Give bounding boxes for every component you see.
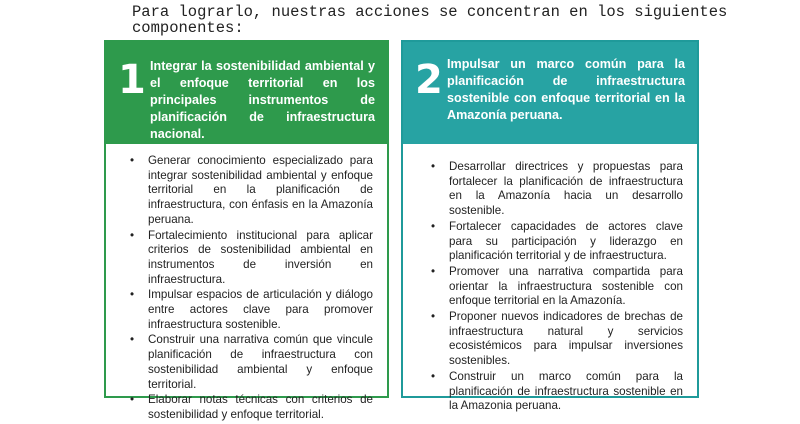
list-item: • Promover una narrativa compartida para orientar la infraestructura sostenible con enfoque territorial en la Amazonía. (449, 265, 683, 309)
list-item: • Fortalecimiento institucional para aplicar criterios de sostenibilidad ambiental en instrumentos de inversión en infraestructura. (148, 229, 373, 288)
list-item: • Elaborar notas técnicas con criterios de sostenibilidad y enfoque territorial. (148, 393, 373, 422)
component-list-1 (106, 154, 387, 424)
component-number-2: 2 (415, 57, 443, 103)
list-item: • Proponer nuevos indicadores de brechas de infraestructura natural y servicios ecosistémicos para impulsar inversiones sostenibles. (449, 310, 683, 369)
component-card-1 (104, 40, 389, 421)
component-header-1 (106, 42, 387, 144)
list-item: • Fortalecer capacidades de actores clave para su participación y liderazgo en planificación territorial y de infraestructura. (449, 220, 683, 264)
list-item: • Desarrollar directrices y propuestas para fortalecer la planificación de infraestructura en la Amazonía hacia un desarrollo sostenible. (449, 160, 683, 219)
component-title-1: Integrar la sostenibilidad ambiental y el enfoque territorial en los principales instrumentos de planificación de infraestructura nacional. (150, 59, 375, 141)
component-title-2: Impulsar un marco común para la planificación de infraestructura sostenible con enfoque territorial en la Amazonía peruana. (447, 57, 685, 122)
list-item: • Construir una narrativa común que vincule planificación de infraestructura con sostenibilidad ambiental y enfoque territorial. (148, 333, 373, 392)
list-item: • Generar conocimiento especializado para integrar sostenibilidad ambiental y enfoque territorial en la planificación de infraestructura, con énfasis en la Amazonía peruana. (148, 154, 373, 228)
component-card-2 (401, 40, 699, 413)
list-item: • Impulsar espacios de articulación y diálogo entre actores clave para promover infraestructura sostenible. (148, 288, 373, 332)
intro-text: Para lograrlo, nuestras acciones se concentran en los siguientes componentes: (132, 3, 728, 37)
component-header-2 (403, 42, 697, 144)
list-item: • Construir un marco común para la planificación de infraestructura sostenible en la Amazonia peruana. (449, 370, 683, 414)
component-list-2 (403, 160, 697, 415)
component-number-1: 1 (118, 57, 146, 103)
